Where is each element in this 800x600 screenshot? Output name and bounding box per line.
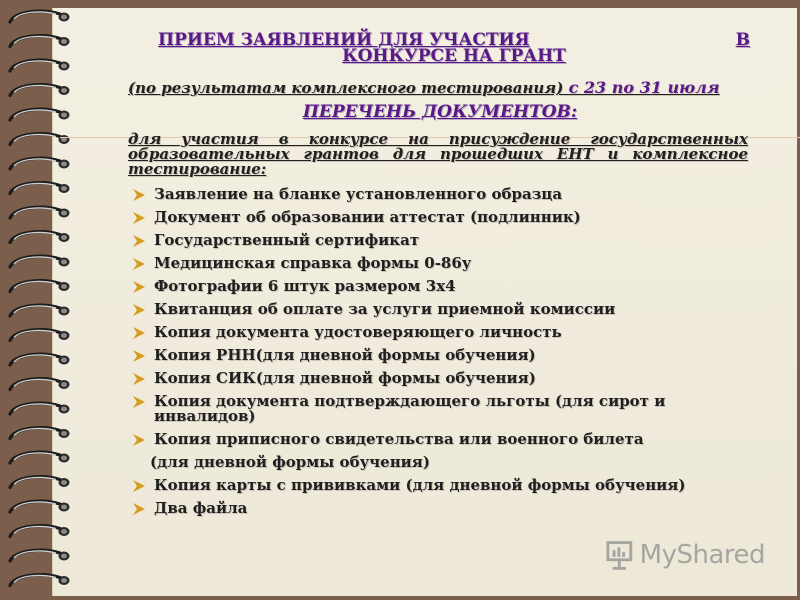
spiral-ring <box>10 428 70 439</box>
arrow-bullet-icon <box>132 211 146 225</box>
spiral-ring <box>10 330 70 341</box>
arrow-bullet-icon <box>132 188 146 202</box>
arrow-bullet-icon <box>132 257 146 271</box>
list-item: Копия приписного свидетельства или военного билета <box>128 432 748 447</box>
page-title <box>158 32 750 64</box>
list-item-continuation: (для дневной формы обучения) <box>150 453 430 471</box>
list-item: Документ об образовании аттестат (подлинник) <box>128 210 748 225</box>
documents-heading: ПЕРЕЧЕНЬ ДОКУМЕНТОВ: <box>302 102 578 122</box>
spiral-ring <box>10 207 70 218</box>
spiral-ring <box>10 526 70 537</box>
spiral-ring <box>10 158 70 169</box>
list-item: Квитанция об оплате за услуги приемной комиссии <box>128 302 748 317</box>
spiral-ring <box>10 60 70 71</box>
list-item: Государственный сертификат <box>128 233 748 248</box>
title-line-2: КОНКУРСЕ НА ГРАНТ <box>342 46 566 66</box>
spiral-ring <box>10 232 70 243</box>
list-item: Медицинская справка формы 0-86у <box>128 256 748 271</box>
subtitle <box>128 78 750 97</box>
arrow-bullet-icon <box>132 234 146 248</box>
spiral-ring <box>10 281 70 292</box>
spiral-ring <box>10 11 70 22</box>
list-item: Фотографии 6 штук размером 3х4 <box>128 279 748 294</box>
arrow-bullet-icon <box>132 326 146 340</box>
watermark-text: MyShared <box>639 540 765 570</box>
subtitle-dates: с 23 по 31 июля <box>568 78 720 97</box>
arrow-bullet-icon <box>132 303 146 317</box>
arrow-bullet-icon <box>132 280 146 294</box>
list-item: Копия СИК(для дневной формы обучения) <box>128 371 748 386</box>
spiral-ring <box>10 256 70 267</box>
spiral-ring <box>10 354 70 365</box>
documents-list <box>128 187 748 516</box>
intro-text: для участия в конкурсе на присуждение государственных образовательных грантов для прошедших ЕНТ и комплексное тестирование: <box>128 130 748 178</box>
subtitle-text: (по результатам комплексного тестирования) <box>128 79 564 97</box>
arrow-bullet-icon <box>132 349 146 363</box>
list-item: Заявление на бланке установленного образца <box>128 187 748 202</box>
slide-content <box>70 32 750 524</box>
list-item: Копия документа удостоверяющего личность <box>128 325 748 340</box>
spiral-ring <box>10 36 70 47</box>
spiral-ring <box>10 379 70 390</box>
title-line-1: ПРИЕМ ЗАЯВЛЕНИЙ ДЛЯ УЧАСТИЯ <box>158 30 530 50</box>
title-line-1-end: В <box>735 30 750 50</box>
spiral-ring <box>10 452 70 463</box>
spiral-ring <box>10 550 70 561</box>
arrow-bullet-icon <box>132 433 146 447</box>
spiral-ring <box>10 109 70 120</box>
spiral-ring <box>10 85 70 96</box>
spiral-ring <box>10 403 70 414</box>
list-item: Копия РНН(для дневной формы обучения) <box>128 348 748 363</box>
spiral-ring <box>10 501 70 512</box>
arrow-bullet-icon <box>132 502 146 516</box>
spiral-ring <box>10 575 70 586</box>
presentation-board-icon <box>605 539 634 571</box>
list-item: Копия карты с прививками (для дневной формы обучения) <box>128 478 748 493</box>
list-item: Копия документа подтверждающего льготы (для сирот и инвалидов) <box>128 394 748 424</box>
spiral-ring <box>10 183 70 194</box>
spiral-ring <box>10 305 70 316</box>
watermark <box>605 535 765 575</box>
list-item: Два файла <box>128 501 748 516</box>
arrow-bullet-icon <box>132 372 146 386</box>
spiral-binding <box>0 0 80 600</box>
spiral-ring <box>10 477 70 488</box>
arrow-bullet-icon <box>132 479 146 493</box>
spiral-ring <box>10 134 70 145</box>
arrow-bullet-icon <box>132 395 146 409</box>
